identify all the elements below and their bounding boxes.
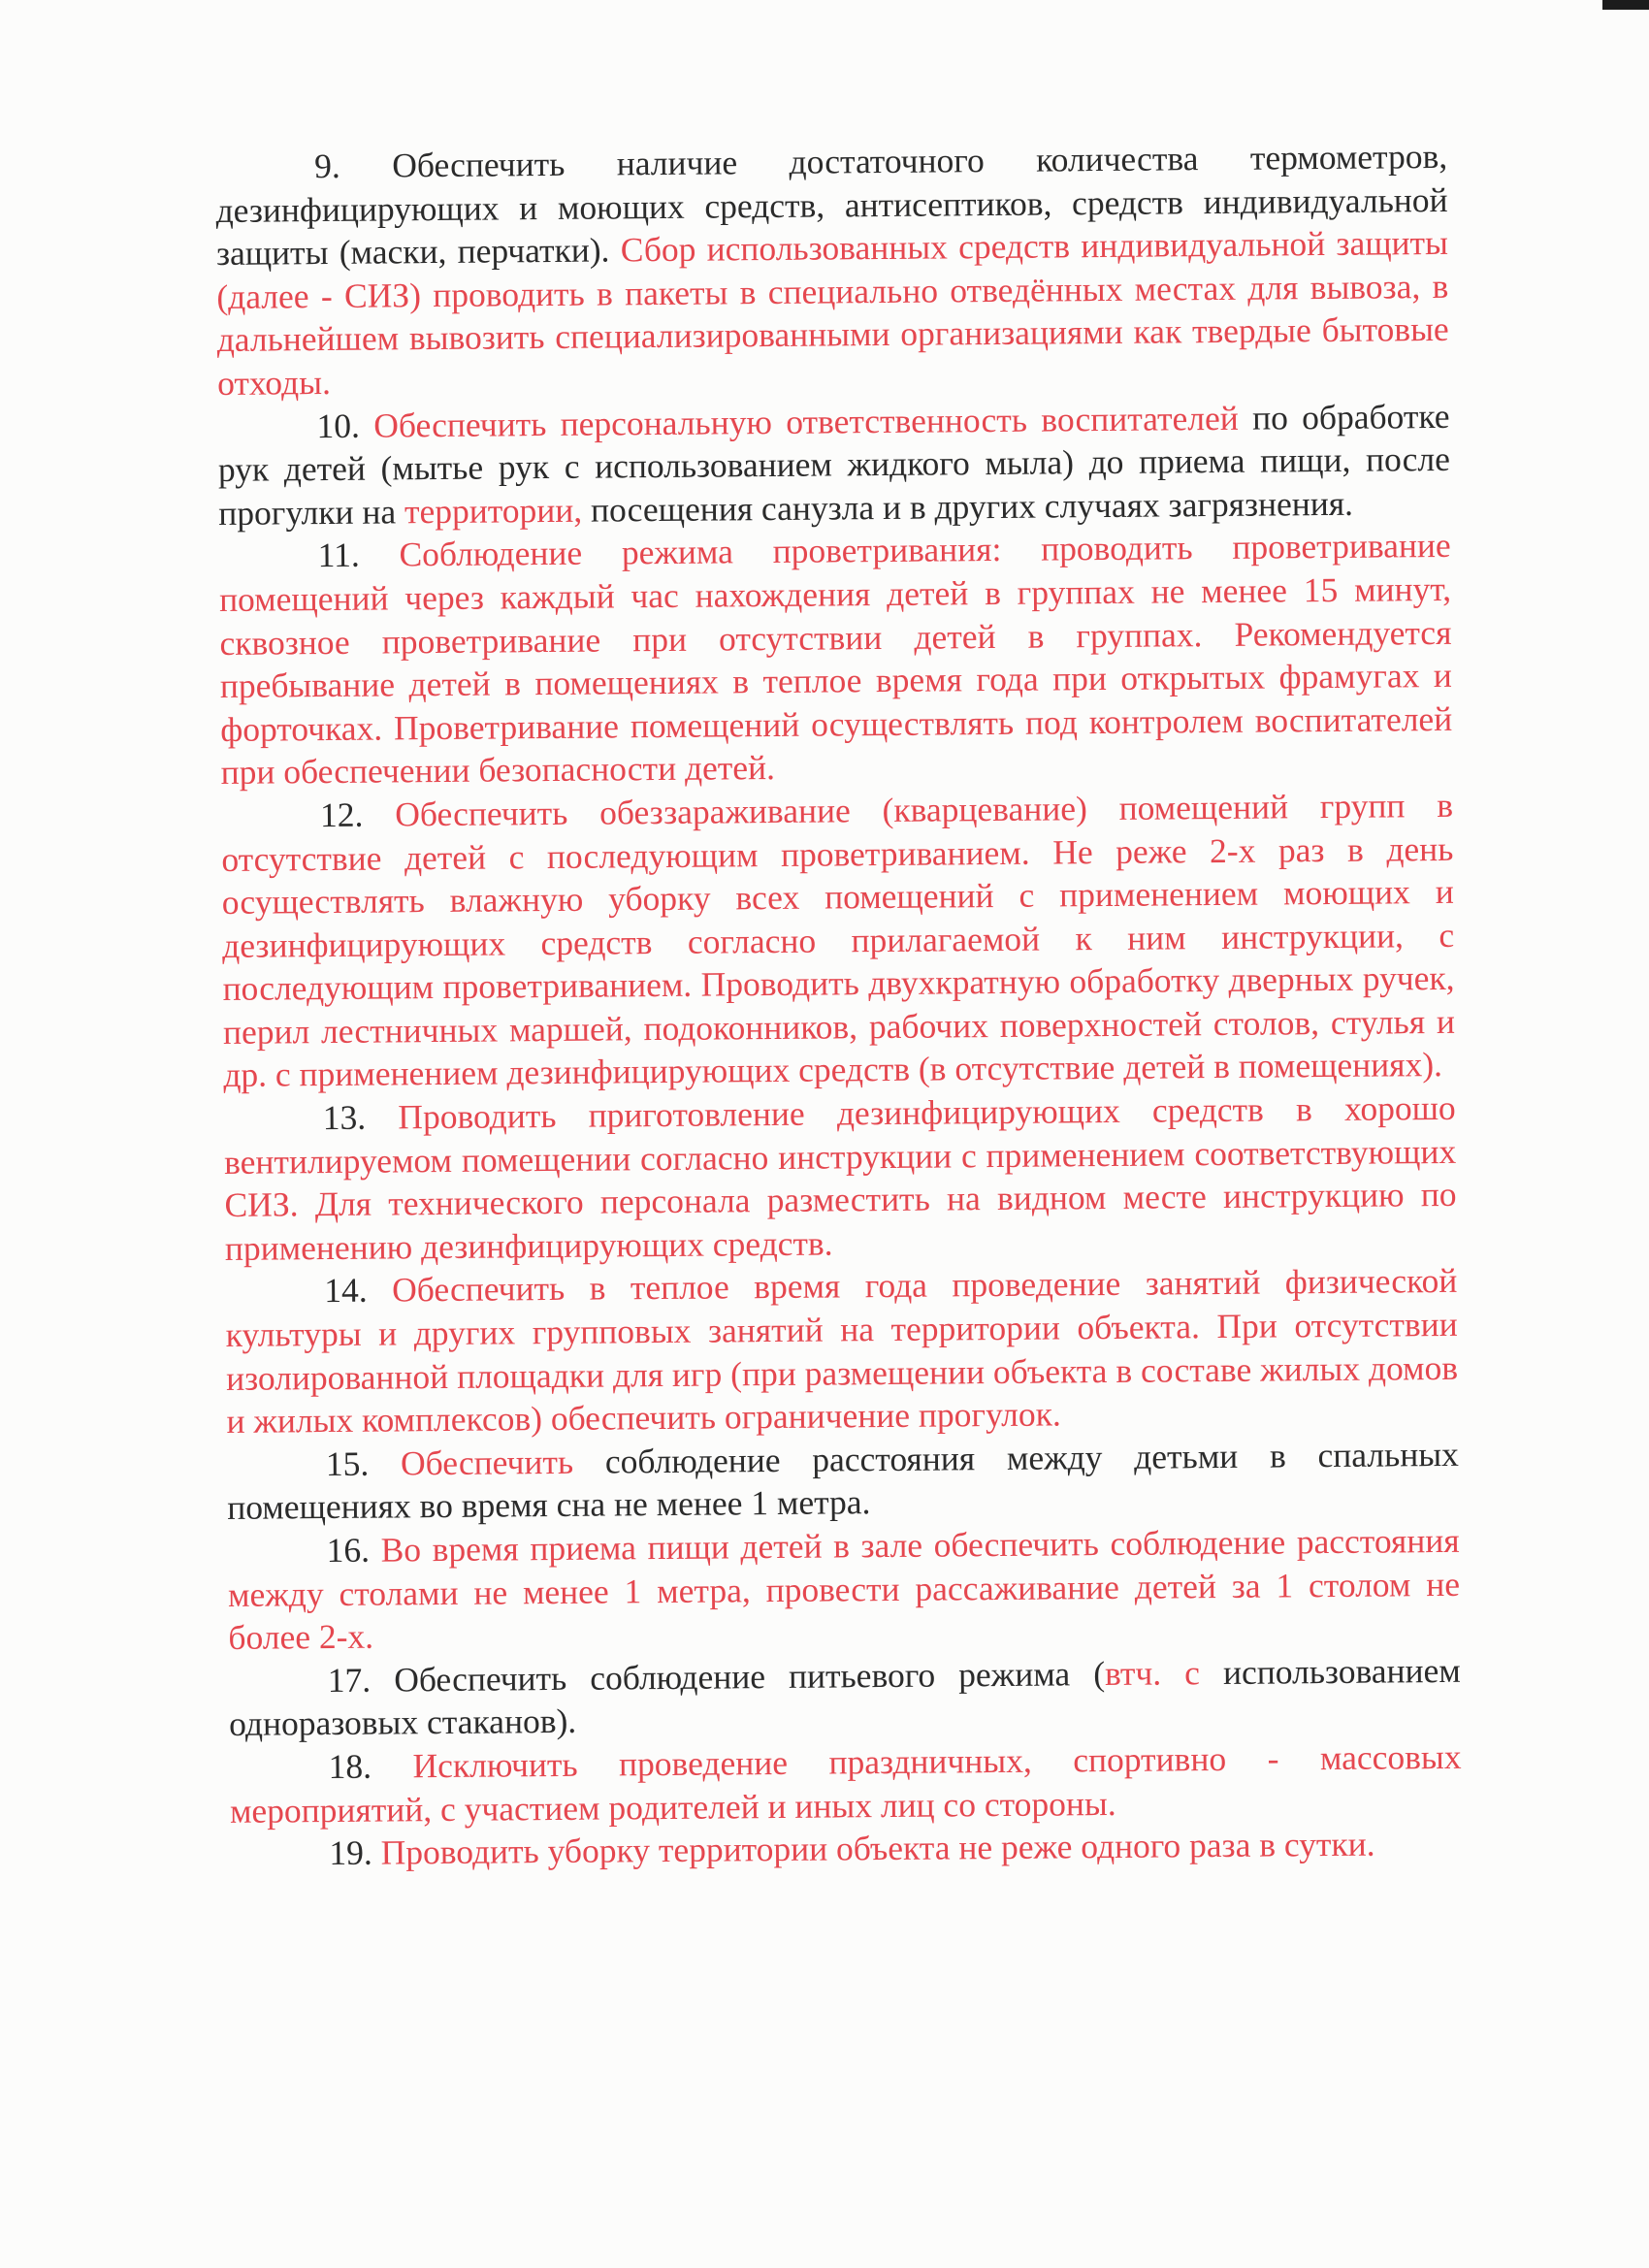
item-text-segment: Проводить уборку территории объекта не реже одного раза в сутки. xyxy=(380,1824,1375,1872)
item-text-segment: Обеспечить наличие достаточного количества термометров, дезинфицирующих и моющих средств, антисептиков, средств индивидуальной защиты (маски, перчатки). xyxy=(215,136,1448,274)
item-text-segment: посещения санузла и в других случаях загрязнения. xyxy=(582,483,1354,530)
item-number: 11. xyxy=(317,535,360,575)
item-number: 9. xyxy=(314,146,340,186)
item-number: 14. xyxy=(324,1271,368,1311)
item-number: 17. xyxy=(327,1660,372,1700)
list-item xyxy=(227,1519,1460,1660)
item-number: 10. xyxy=(316,405,361,445)
scan-corner-mark xyxy=(1602,0,1649,10)
item-text-segment: соблюдение расстояния между детьми в спальных помещениях во время сна не менее 1 метра. xyxy=(227,1434,1459,1528)
item-text-segment: по обработке рук детей (мытье рук с использованием жидкого мыла) до приема пищи, после прогулки на xyxy=(217,396,1451,533)
item-number: 13. xyxy=(322,1097,367,1138)
list-item xyxy=(219,524,1453,794)
item-number: 12. xyxy=(319,794,364,834)
item-number: 16. xyxy=(326,1530,371,1571)
item-number: 18. xyxy=(328,1746,372,1787)
item-text-segment: Соблюдение режима проветривания: проводить проветривание помещений через каждый час нахождения детей в группах не менее 15 минут, сквозное проветривание при отсутствии детей в группах. Рекомендуется пребывание детей в помещениях в теплое время года при открытых фрамугах и форточках. Проветривание помещений осуществлять под контролем воспитателей при обеспечении безопасности детей. xyxy=(218,526,1453,793)
list-item xyxy=(217,394,1450,535)
list-item xyxy=(229,1649,1462,1746)
item-number: 15. xyxy=(325,1443,370,1483)
item-text-segment: Обеспечить xyxy=(400,1442,574,1483)
document-body xyxy=(215,135,1463,1876)
item-text-segment: использованием одноразовых стаканов). xyxy=(229,1650,1461,1744)
list-item xyxy=(215,135,1449,405)
list-item xyxy=(221,784,1456,1097)
item-text-segment: Сбор использованных средств индивидуальной защиты (далее - СИЗ) проводить в пакеты в специально отведённых местах для вывоза, в дальнейшем вывозить специализированными организациями как твердые бытовые отходы. xyxy=(216,223,1449,403)
item-text-segment: Обеспечить в теплое время года проведение занятий физической культуры и других групповых занятий на территории объекта. При отсутствии изолированной площадки для игр (при размещении объекта в составе жилых домов и жилых комплексов) обеспечить ограничение прогулок. xyxy=(225,1261,1459,1442)
item-text-segment: втч. с xyxy=(1104,1652,1201,1693)
item-text-segment: Исключить проведение праздничных, спортивно - массовых мероприятий, с участием родителей и иных лиц со стороны. xyxy=(229,1736,1462,1831)
item-text-segment: территории, xyxy=(404,490,583,532)
list-item xyxy=(227,1433,1460,1530)
item-text-segment: Обеспечить персональную ответственность воспитателей xyxy=(373,398,1239,445)
item-number: 19. xyxy=(329,1832,372,1873)
item-text-segment: Обеспечить обеззараживание (кварцевание) помещений групп в отсутствие детей с последующим проветриванием. Не реже 2-х раз в день осуществлять влажную уборку всех помещений с применением моющих и дезинфицирующих средств согласно прилагаемой к ним инструкции, с последующим проветриванием. Проводить двухкратную обработку дверных ручек, перил лестничных маршей, подоконников, рабочих поверхностей столов, стулья и др. с применением дезинфицирующих средств (в отсутствие детей в помещениях). xyxy=(221,785,1456,1095)
list-item xyxy=(225,1259,1459,1442)
item-text-segment: Во время приема пищи детей в зале обеспечить соблюдение расстояния между столами не менее 1 метра, провести рассаживание детей за 1 столом не более 2-х. xyxy=(227,1520,1461,1658)
item-text-segment: Проводить приготовление дезинфицирующих средств в хорошо вентилируемом помещении согласно инструкции с применением соответствующих СИЗ. Для технического персонала разместить на видном месте инструкцию по применению дезинфицирующих средств. xyxy=(223,1087,1457,1268)
list-item xyxy=(229,1735,1462,1832)
item-text-segment: Обеспечить соблюдение питьевого режима ( xyxy=(394,1653,1106,1700)
list-item xyxy=(224,1086,1458,1270)
